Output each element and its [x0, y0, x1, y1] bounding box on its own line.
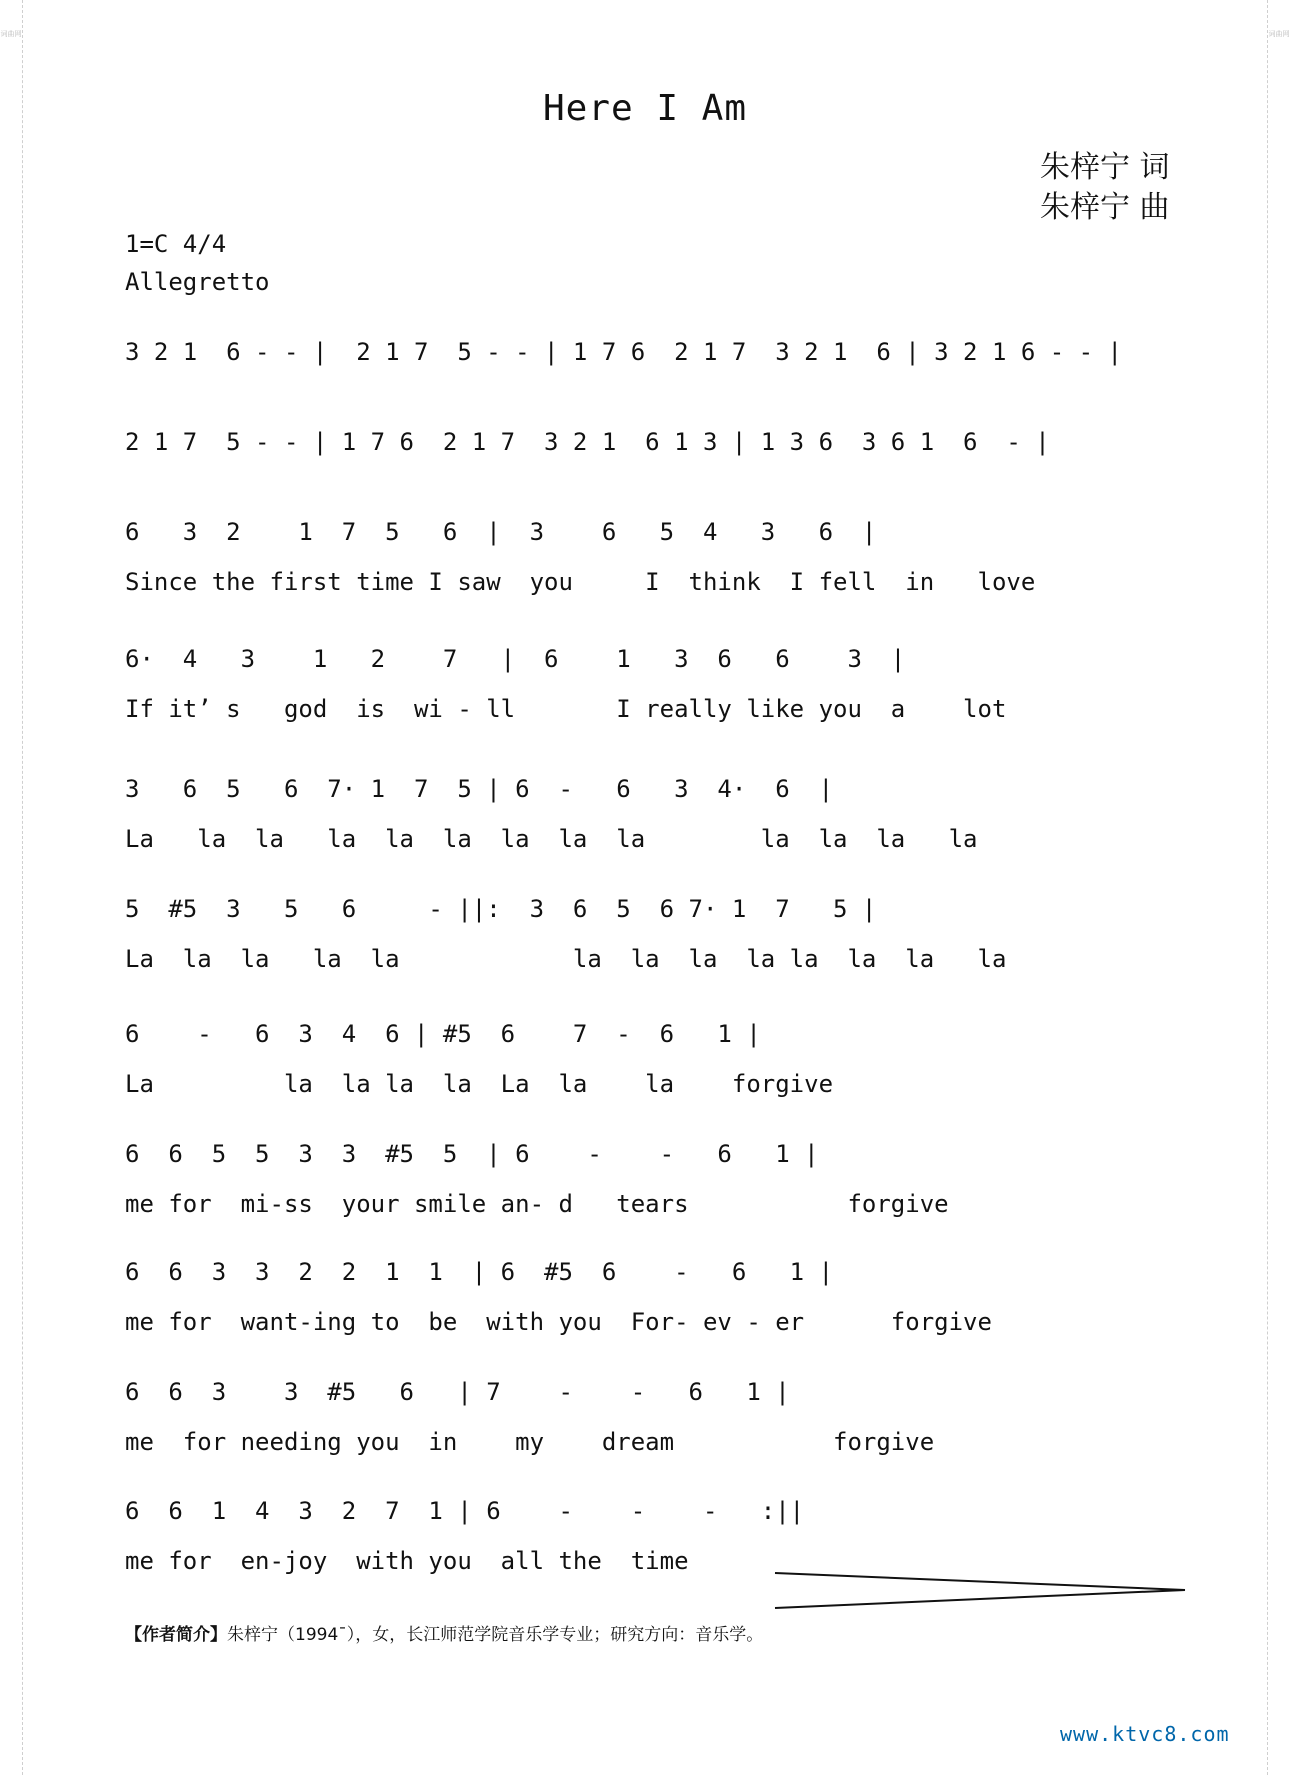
- lyric-line: La la la la la la la la la la la la la: [125, 945, 1007, 973]
- key-signature: 1=C 4/4: [125, 230, 227, 258]
- notation-line: 6 6 1 4 3 2 7 1 | 6 - - - :||: [125, 1497, 805, 1525]
- notation-line: 3 2 1 6 - - | 2 1 7 5 - - | 1 7 6 2 1 7 3 2 1 6 | 3 2 1 6 - - |: [125, 338, 1122, 366]
- watermark-text: 词曲网: [1268, 30, 1290, 38]
- lyric-line: La la la la la la la la la la la la la: [125, 825, 978, 853]
- lyric-line: La la la la la La la la forgive: [125, 1070, 834, 1098]
- lyricist-credit: 朱梓宁 词: [1040, 150, 1170, 185]
- watermark-text: 词曲网: [0, 30, 22, 38]
- notation-line: 6 6 3 3 #5 6 | 7 - - 6 1 |: [125, 1378, 790, 1406]
- author-bio: [125, 1620, 763, 1645]
- lyric-line: me for en-joy with you all the time: [125, 1547, 689, 1575]
- lyric-line: me for want-ing to be with you For- ev - er forgive: [125, 1308, 992, 1336]
- site-watermark: [1060, 1722, 1230, 1746]
- composer-credit: 朱梓宁 曲: [1040, 190, 1170, 225]
- notation-line: 6 6 5 5 3 3 #5 5 | 6 - - 6 1 |: [125, 1140, 819, 1168]
- notation-line: 5 #5 3 5 6 - ||: 3 6 5 6 7· 1 7 5 |: [125, 895, 877, 923]
- lyric-line: If it’ s god is wi - ll I really like you a lot: [125, 695, 1007, 723]
- site-suffix: .com: [1177, 1722, 1230, 1746]
- bio-text: 朱梓宁（1994ˉ），女，长江师范学院音乐学专业；研究方向：音乐学。: [227, 1625, 764, 1645]
- bio-label: 【作者简介】: [125, 1625, 227, 1645]
- lyric-line: Since the first time I saw you I think I fell in love: [125, 568, 1036, 596]
- tempo-marking: Allegretto: [125, 268, 270, 296]
- lyric-line: me for needing you in my dream forgive: [125, 1428, 935, 1456]
- notation-line: 2 1 7 5 - - | 1 7 6 2 1 7 3 2 1 6 1 3 | 1 3 6 3 6 1 6 - |: [125, 428, 1050, 456]
- notation-line: 6· 4 3 1 2 7 | 6 1 3 6 6 3 |: [125, 645, 906, 673]
- notation-line: 6 - 6 3 4 6 | #5 6 7 - 6 1 |: [125, 1020, 761, 1048]
- notation-line: 6 3 2 1 7 5 6 | 3 6 5 4 3 6 |: [125, 518, 877, 546]
- song-title: Here I Am: [542, 88, 748, 129]
- site-main: www.ktvc8: [1060, 1722, 1178, 1746]
- notation-line: 6 6 3 3 2 2 1 1 | 6 #5 6 - 6 1 |: [125, 1258, 834, 1286]
- notation-line: 3 6 5 6 7· 1 7 5 | 6 - 6 3 4· 6 |: [125, 775, 834, 803]
- lyric-line: me for mi-ss your smile an- d tears forgive: [125, 1190, 949, 1218]
